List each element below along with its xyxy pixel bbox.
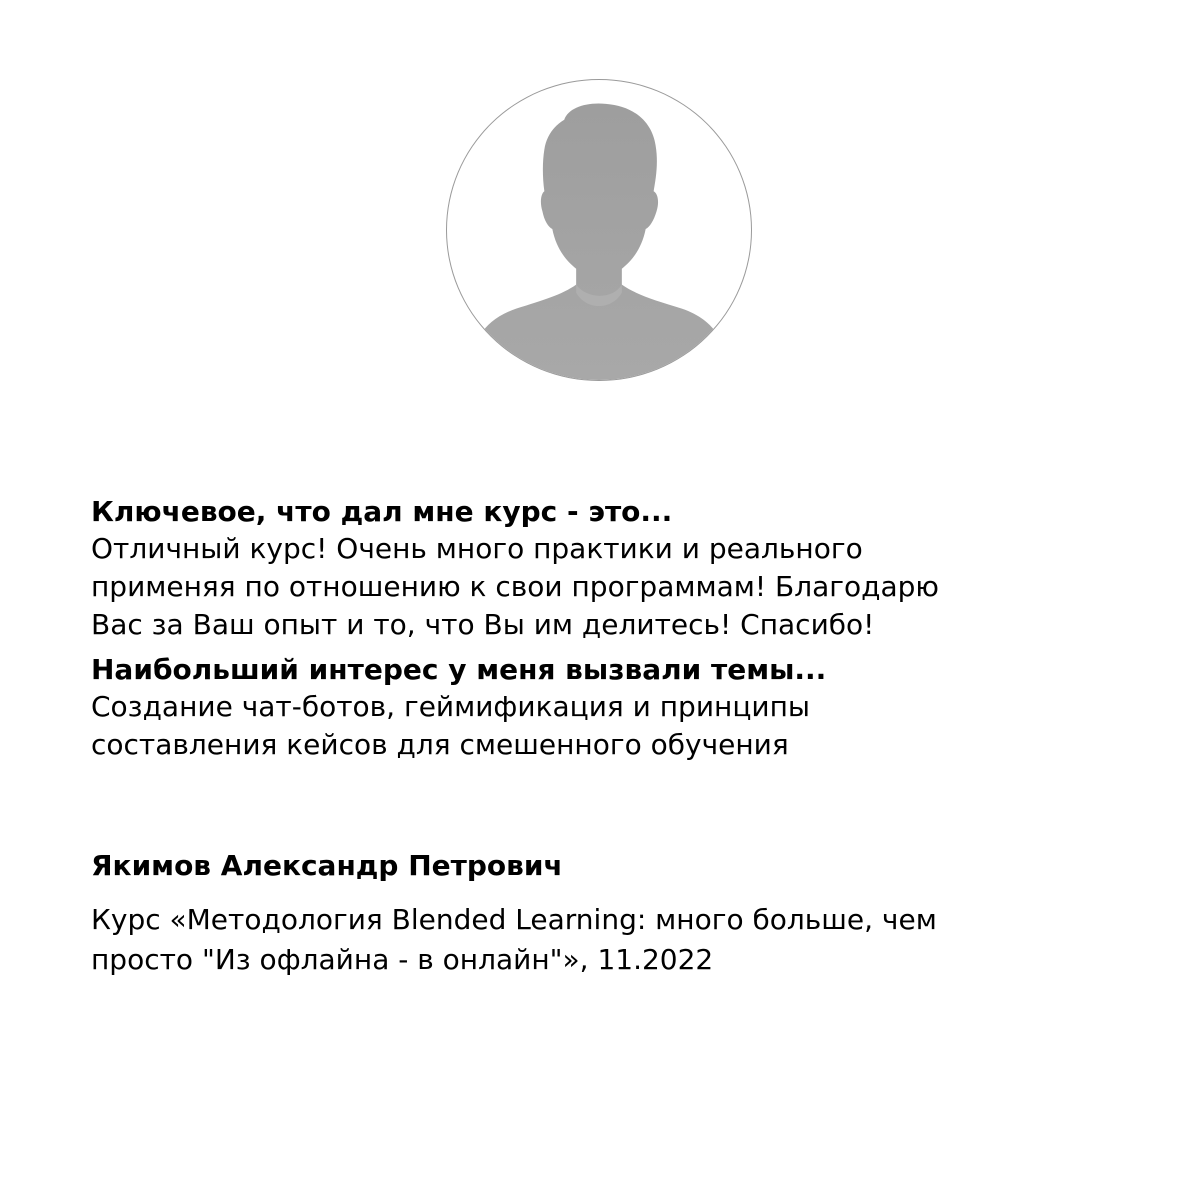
question-topics-of-interest: Наибольший интерес у меня вызвали темы... — [91, 653, 827, 686]
answer-key-takeaway-line: Отличный курс! Очень много практики и реального — [91, 532, 863, 565]
question-key-takeaway: Ключевое, что дал мне курс - это... — [91, 495, 673, 528]
course-info — [91, 900, 1151, 980]
course-info-line: Курс «Методология Blended Learning: много больше, чем — [91, 903, 937, 936]
answer-key-takeaway-line: Вас за Ваш опыт и то, что Вы им делитесь! Спасибо! — [91, 608, 875, 641]
person-silhouette-icon — [447, 80, 751, 380]
answer-key-takeaway-line: применяя по отношению к свои программам! Благодарю — [91, 570, 939, 603]
course-info-line: просто "Из офлайна - в онлайн"», 11.2022 — [91, 943, 714, 976]
answer-topics-line: Создание чат-ботов, геймификация и принципы — [91, 690, 810, 723]
avatar — [446, 79, 752, 381]
review-content — [91, 494, 1151, 764]
answer-topics-line: составления кейсов для смешенного обучения — [91, 728, 789, 761]
author-name: Якимов Александр Петрович — [91, 849, 563, 882]
